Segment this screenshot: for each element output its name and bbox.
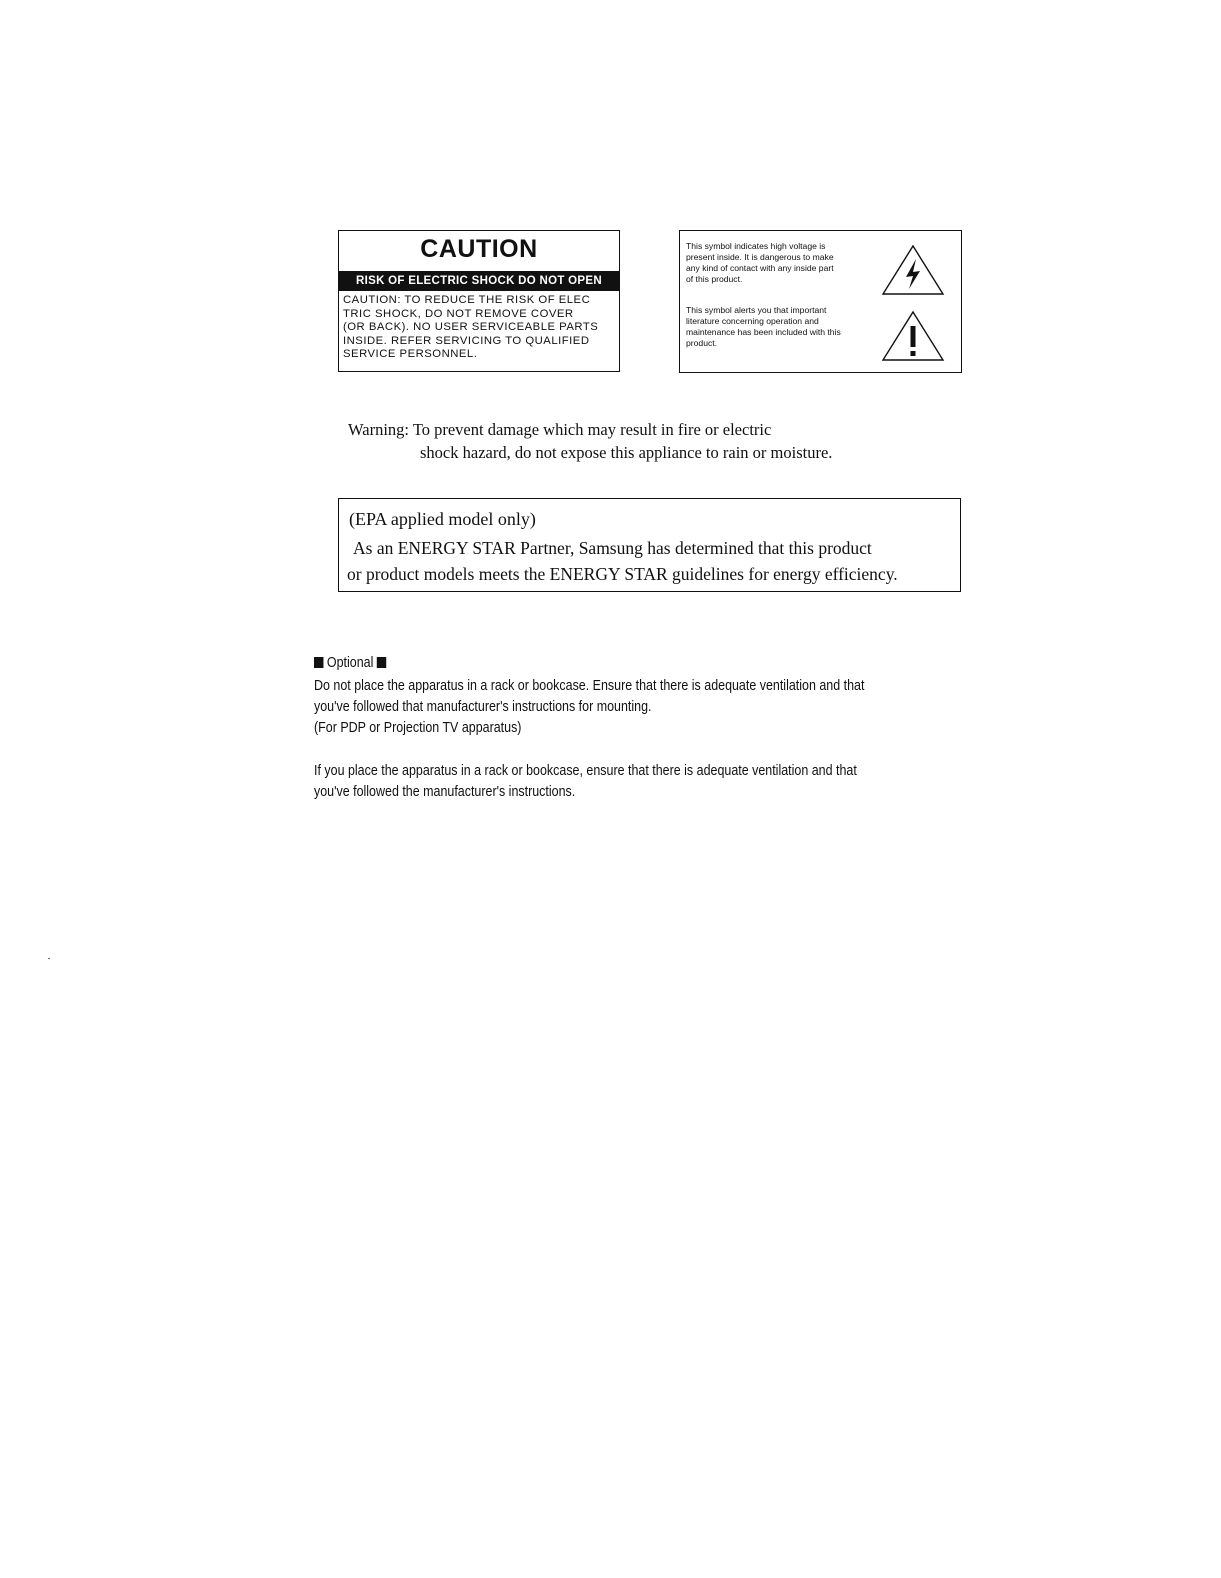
high-voltage-triangle-icon <box>880 243 946 297</box>
optional-section <box>314 653 916 803</box>
optional-para1-line3: (For PDP or Projection TV apparatus) <box>314 720 522 736</box>
exclamation-triangle-icon <box>880 309 946 363</box>
voltage-line: This symbol indicates high voltage is <box>686 241 826 251</box>
caution-line: SERVICE PERSONNEL. <box>343 348 478 361</box>
optional-para2-line1: If you place the apparatus in a rack or bookcase, ensure that there is adequate ventilation and that <box>314 763 857 779</box>
caution-label <box>338 230 620 372</box>
optional-heading-text: Optional <box>326 655 374 671</box>
warning-notice <box>348 418 832 464</box>
epa-line-1: As an ENERGY STAR Partner, Samsung has determined that this product <box>353 538 872 558</box>
alert-line: This symbol alerts you that important <box>686 305 827 315</box>
caution-text <box>343 294 615 362</box>
epa-line-2: or product models meets the ENERGY STAR guidelines for energy efficiency. <box>347 564 898 584</box>
voltage-line: of this product. <box>686 274 743 284</box>
alert-symbol-text <box>686 305 886 349</box>
square-bullet-icon <box>377 657 386 668</box>
epa-title: (EPA applied model only) <box>349 509 536 529</box>
caution-title: CAUTION <box>420 235 538 263</box>
caution-line: TRIC SHOCK, DO NOT REMOVE COVER <box>343 307 574 320</box>
caution-banner: RISK OF ELECTRIC SHOCK DO NOT OPEN <box>339 271 619 291</box>
energy-star-box <box>338 498 961 592</box>
scan-speck <box>48 958 50 959</box>
warning-line-1: Warning: To prevent damage which may result in fire or electric <box>348 420 772 439</box>
alert-line: literature concerning operation and <box>686 316 819 326</box>
caution-line: (OR BACK). NO USER SERVICEABLE PARTS <box>343 321 599 334</box>
warning-line-2: shock hazard, do not expose this appliance to rain or moisture. <box>420 443 833 462</box>
alert-line: maintenance has been included with this <box>686 327 841 337</box>
optional-heading <box>314 653 916 674</box>
caution-line: INSIDE. REFER SERVICING TO QUALIFIED <box>343 334 590 347</box>
voltage-line: any kind of contact with any inside part <box>686 263 834 273</box>
alert-line: product. <box>686 338 718 348</box>
voltage-line: present inside. It is dangerous to make <box>686 252 834 262</box>
voltage-symbol-text <box>686 241 886 285</box>
optional-para2-line2: you've followed the manufacturer's instructions. <box>314 784 576 800</box>
caution-line: CAUTION: TO REDUCE THE RISK OF ELEC <box>343 294 591 306</box>
square-bullet-icon <box>314 657 323 668</box>
optional-para1-line2: you've followed that manufacturer's instructions for mounting. <box>314 699 652 715</box>
optional-para1-line1: Do not place the apparatus in a rack or bookcase. Ensure that there is adequate ventilation and that <box>314 678 865 694</box>
symbols-explanation-box <box>679 230 962 373</box>
